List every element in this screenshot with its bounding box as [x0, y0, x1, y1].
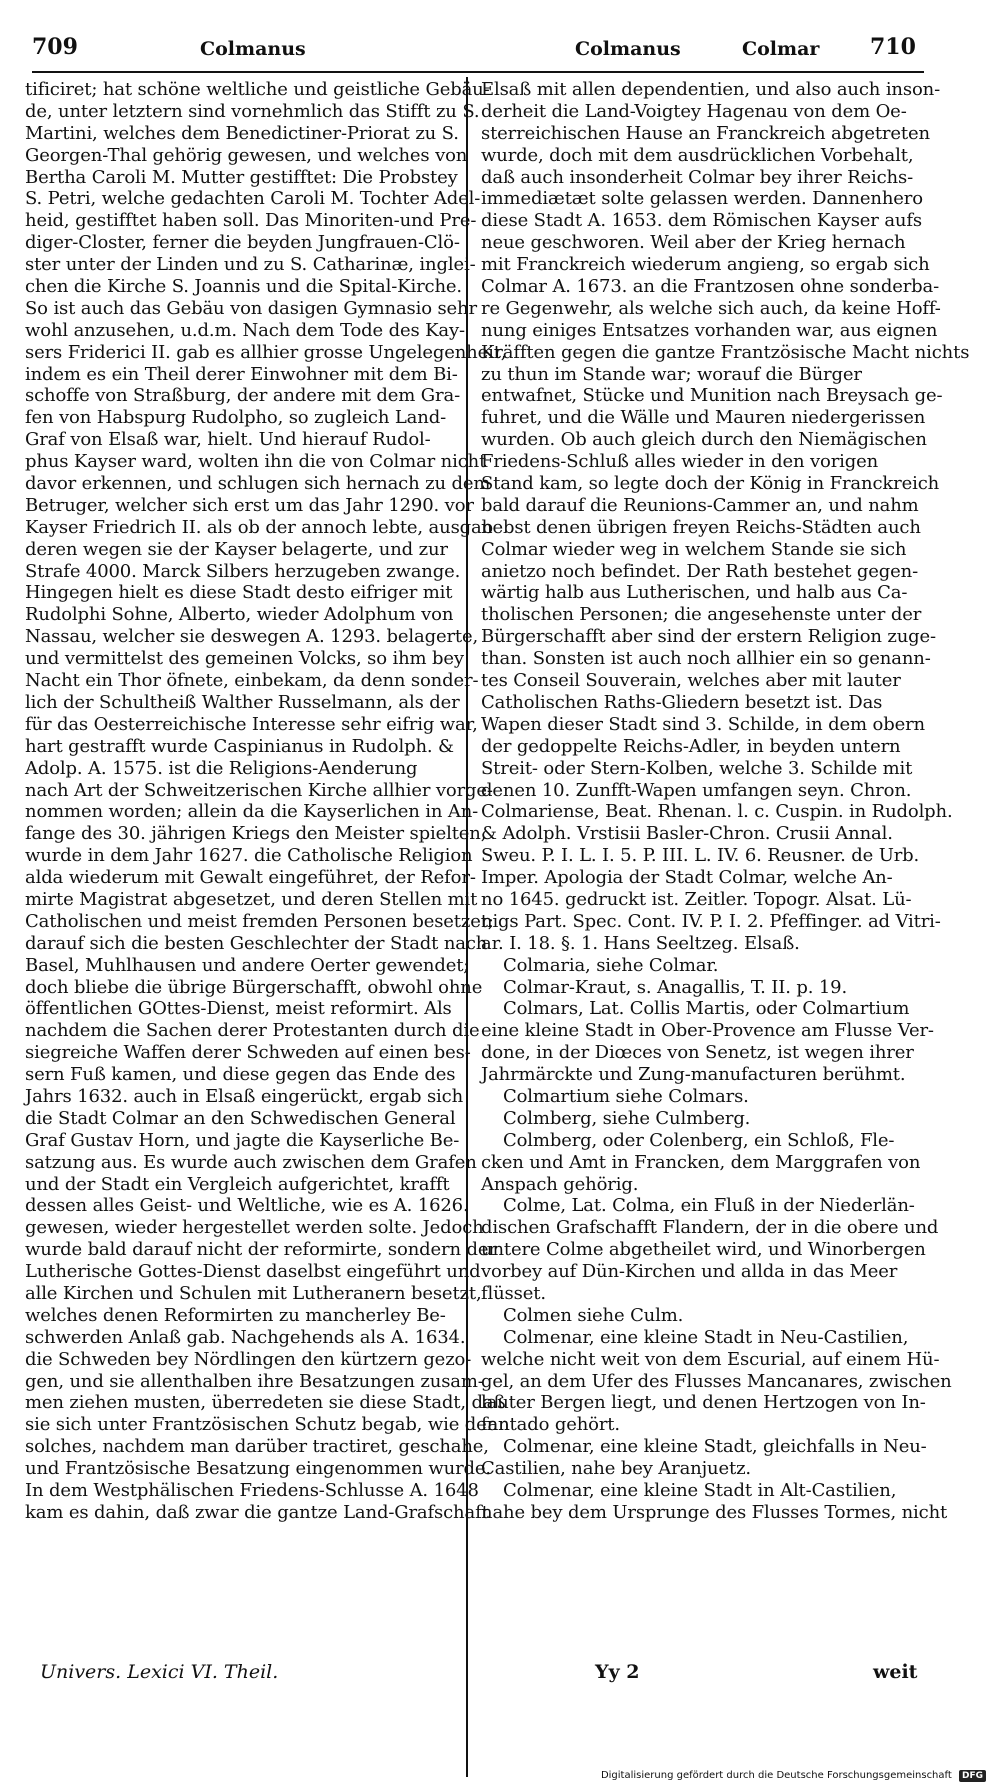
- text-line: anietzo noch befindet. Der Rath bestehet gegen-: [481, 560, 919, 582]
- footer-catchword: weit: [873, 1661, 918, 1683]
- text-line: dessen alles Geist- und Weltliche, wie es A. 1626.: [25, 1195, 469, 1217]
- text-line: dischen Grafschafft Flandern, der in die obere und: [481, 1217, 939, 1239]
- text-line: Stand kam, so legte doch der König in Franckreich: [481, 473, 940, 495]
- text-line: nach Art der Schweitzerischen Kirche allhier vorge-: [25, 779, 493, 801]
- lexicon-entry: [481, 1195, 939, 1304]
- text-line: daß auch insonderheit Colmar bey ihrer Reichs-: [481, 166, 914, 188]
- footer-volume: Univers. Lexici VI. Theil.: [40, 1661, 279, 1683]
- entry-headline: Colmberg, oder Colenberg, ein Schloß, Fle-: [503, 1129, 895, 1151]
- text-line: Colmar A. 1673. an die Frantzosen ohne sonderba-: [481, 276, 940, 298]
- text-line: und der Stadt ein Vergleich aufgerichtet, krafft: [25, 1173, 450, 1195]
- text-line: Castilien, nahe bey Aranjuetz.: [481, 1458, 751, 1480]
- left-column: [25, 79, 510, 1524]
- text-line: Basel, Muhlhausen und andere Oerter gewendet;: [25, 954, 470, 976]
- header-keyword-left: Colmanus: [200, 38, 306, 60]
- text-line: entwafnet, Stücke und Munition nach Breysach ge-: [481, 385, 943, 407]
- text-line: alda wiederum mit Gewalt eingeführet, der Refor-: [25, 867, 476, 889]
- text-line: bald darauf die Reunions-Cammer an, und nahm: [481, 494, 919, 516]
- text-line: solches, nachdem man darüber tractiret, geschahe,: [25, 1436, 489, 1458]
- text-line: Nassau, welcher sie deswegen A. 1293. belagerte,: [25, 626, 479, 648]
- lexicon-entry: [481, 1108, 918, 1130]
- header-keyword-mid: Colmanus: [575, 38, 681, 60]
- text-line: immediætæt solte gelassen werden. Dannenhero: [481, 188, 923, 210]
- text-line: Jahrs 1632. auch in Elsaß eingerückt, ergab sich: [25, 1085, 464, 1107]
- lexicon-entry: [481, 977, 918, 999]
- text-line: die Schweden bey Nördlingen den kürtzern gezo-: [25, 1348, 472, 1370]
- text-line: nahe bey dem Ursprunge des Flusses Tormes, nicht: [481, 1501, 948, 1523]
- entry-headline: Colmaria, siehe Colmar.: [503, 954, 719, 976]
- text-line: flüsset.: [481, 1282, 546, 1304]
- text-line: So ist auch das Gebäu von dasigen Gymnasio sehr: [25, 297, 477, 319]
- text-line: darauf sich die besten Geschlechter der Stadt nach: [25, 932, 488, 954]
- text-line: Georgen-Thal gehörig gewesen, und welches von: [25, 144, 468, 166]
- text-line: wohl anzusehen, u.d.m. Nach dem Tode des Kay-: [25, 319, 465, 341]
- lexicon-entry: [481, 1326, 952, 1436]
- text-line: than. Sonsten ist auch noch allhier ein so genann-: [481, 648, 931, 670]
- text-line: Lutherische Gottes-Dienst daselbst eingeführt und: [25, 1261, 481, 1283]
- text-line: vorbey auf Dün-Kirchen und allda in das Meer: [481, 1261, 898, 1283]
- text-line: untere Colme abgetheilet wird, und Winorbergen: [481, 1239, 926, 1261]
- text-line: satzung aus. Es wurde auch zwischen dem Grafen: [25, 1151, 477, 1173]
- text-line: sie sich unter Frantzösischen Schutz begab, wie denn: [25, 1414, 510, 1436]
- entry-headline: Colmenar, eine kleine Stadt, gleichfalls in Neu-: [503, 1436, 927, 1458]
- lexicon-entry: [481, 1480, 948, 1524]
- header-rule: [32, 71, 924, 73]
- text-line: men ziehen musten, überredeten sie diese Stadt, daß: [25, 1392, 506, 1414]
- text-line: kam es dahin, daß zwar die gantze Land-Grafschaft: [25, 1501, 489, 1523]
- text-line: lauter Bergen liegt, und denen Hertzogen von In-: [481, 1392, 926, 1414]
- text-line: wurde bald darauf nicht der reformirte, sondern der: [25, 1239, 497, 1261]
- text-line: fange des 30. jährigen Kriegs den Meister spielten,: [25, 823, 487, 845]
- header-keyword-right: Colmar: [742, 38, 820, 60]
- text-line: schoffe von Straßburg, der andere mit dem Gra-: [25, 385, 460, 407]
- text-line: der gedoppelte Reichs-Adler, in beyden untern: [481, 735, 901, 757]
- text-line: Martini, welches dem Benedictiner-Priorat zu S.: [25, 122, 459, 144]
- text-line: doch bliebe die übrige Bürgerschafft, obwohl ohne: [25, 976, 483, 998]
- text-line: wurde, doch mit dem ausdrücklichen Vorbehalt,: [481, 144, 914, 166]
- text-line: Streit- oder Stern-Kolben, welche 3. Schilde mit: [481, 757, 913, 779]
- page-number-right: 710: [870, 34, 916, 60]
- text-line: Colmariense, Beat. Rhenan. l. c. Cuspin. in Rudolph.: [481, 801, 953, 823]
- text-line: re Gegenwehr, als welche sich auch, da keine Hoff-: [481, 297, 941, 319]
- text-line: Hingegen hielt es diese Stadt desto eifriger mit: [25, 582, 453, 604]
- credit-text: Digitalisierung gefördert durch die Deutsche Forschungsgemeinschaft: [600, 1770, 952, 1781]
- text-line: eine kleine Stadt in Ober-Provence am Flusse Ver-: [481, 1020, 934, 1042]
- lexicon-entry: [481, 1436, 927, 1480]
- text-line: nebst denen übrigen freyen Reichs-Städten auch: [481, 516, 921, 538]
- text-line: Anspach gehörig.: [481, 1173, 639, 1195]
- dfg-logo: DFG: [959, 1770, 986, 1782]
- text-line: Catholischen Raths-Gliedern besetzt ist. Das: [481, 691, 883, 713]
- entry-headline: Colmars, Lat. Collis Martis, oder Colmartium: [503, 998, 910, 1020]
- text-line: Strafe 4000. Marck Silbers herzugeben zwange.: [25, 560, 461, 582]
- lexicon-entry: [481, 998, 934, 1086]
- text-line: de, unter letztern sind vornehmlich das Stifft zu S.: [25, 100, 480, 122]
- text-line: nung einiges Entsatzes vorhanden war, aus eignen: [481, 319, 938, 341]
- text-line: diese Stadt A. 1653. dem Römischen Kayser aufs: [481, 210, 922, 232]
- text-line: Adolp. A. 1575. ist die Religions-Aenderung: [25, 757, 418, 779]
- text-line: nommen worden; allein da die Kayserlichen in An-: [25, 801, 479, 823]
- page-number-left: 709: [32, 34, 78, 60]
- text-line: tes Conseil Souverain, welches aber mit lauter: [481, 670, 901, 692]
- text-line: fantado gehört.: [481, 1414, 620, 1436]
- text-line: mit Franckreich wiederum angieng, so ergab sich: [481, 254, 930, 276]
- text-line: welche nicht weit von dem Escurial, auf einem Hü-: [481, 1348, 940, 1370]
- text-line: hart gestrafft wurde Caspinianus in Rudolph. &: [25, 735, 454, 757]
- text-line: gewesen, wieder hergestellet werden solte. Jedoch: [25, 1217, 484, 1239]
- text-line: lich der Schultheiß Walther Russelmann, als der: [25, 691, 460, 713]
- entry-headline: Colmartium siehe Colmars.: [503, 1085, 749, 1107]
- text-line: ar. I. 18. §. 1. Hans Seeltzeg. Elsaß.: [481, 932, 800, 954]
- text-line: tificiret; hat schöne weltliche und geistliche Gebäu-: [25, 79, 490, 100]
- text-line: Colmar wieder weg in welchem Stande sie sich: [481, 538, 907, 560]
- text-line: chen die Kirche S. Joannis und die Spital-Kirche.: [25, 276, 462, 298]
- entry-headline: Colme, Lat. Colma, ein Fluß in der Niederlän-: [503, 1195, 915, 1217]
- text-line: nigs Part. Spec. Cont. IV. P. I. 2. Pfeffinger. ad Vitri-: [481, 910, 941, 932]
- text-line: Rudolphi Sohne, Alberto, wieder Adolphum von: [25, 604, 454, 626]
- text-line: & Adolph. Vrstisii Basler-Chron. Crusii Annal.: [481, 823, 893, 845]
- text-line: alle Kirchen und Schulen mit Lutheranern besetzt,: [25, 1282, 482, 1304]
- entry-headline: Colmenar, eine kleine Stadt in Neu-Castilien,: [503, 1326, 909, 1348]
- text-line: zu thun im Stande war; worauf die Bürger: [481, 363, 862, 385]
- text-line: deren wegen sie der Kayser belagerte, und zur: [25, 538, 448, 560]
- text-line: sterreichischen Hause an Franckreich abgetreten: [481, 122, 930, 144]
- text-line: indem es ein Theil derer Einwohner mit dem Bi-: [25, 363, 458, 385]
- text-line: Bürgerschafft aber sind der erstern Religion zuge-: [481, 626, 936, 648]
- text-line: heid, gestifftet haben soll. Das Minoriten-und Pre-: [25, 210, 477, 232]
- page-header: [22, 26, 922, 78]
- text-line: Graf von Elsaß war, hielt. Und hierauf Rudol-: [25, 429, 431, 451]
- text-line: Catholischen und meist fremden Personen besetzet;: [25, 910, 494, 932]
- text-line: fen von Habspurg Rudolpho, so zugleich Land-: [25, 407, 446, 429]
- right-column: [481, 79, 970, 1524]
- text-line: wurden. Ob auch gleich durch den Niemägischen: [481, 429, 927, 451]
- text-line: Wapen dieser Stadt sind 3. Schilde, in dem obern: [481, 713, 925, 735]
- text-line: fuhret, und die Wälle und Mauren niedergerissen: [481, 407, 926, 429]
- text-line: wärtig halb aus Lutherischen, und halb aus Ca-: [481, 582, 908, 604]
- text-line: Elsaß mit allen dependentien, und also auch inson-: [481, 79, 941, 100]
- text-line: öffentlichen GOttes-Dienst, meist reformirt. Als: [25, 998, 452, 1020]
- text-line: neue geschworen. Weil aber der Krieg hernach: [481, 232, 906, 254]
- text-line: siegreiche Waffen derer Schweden auf einen bes-: [25, 1042, 471, 1064]
- text-line: wurde in dem Jahr 1627. die Catholische Religion: [25, 845, 473, 867]
- text-line: phus Kayser ward, wolten ihn die von Colmar nicht: [25, 451, 487, 473]
- text-line: Jahrmärckte und Zung-manufacturen berühmt.: [481, 1064, 906, 1086]
- text-line: Sweu. P. I. L. I. 5. P. III. L. IV. 6. Reusner. de Urb.: [481, 845, 920, 867]
- digitization-credit: [601, 1770, 986, 1782]
- text-line: Bertha Caroli M. Mutter gestifftet: Die Probstey: [25, 166, 458, 188]
- entry-headline: Colmen siehe Culm.: [503, 1304, 684, 1326]
- text-line: für das Oesterreichische Interesse sehr eifrig war,: [25, 713, 478, 735]
- text-line: In dem Westphälischen Friedens-Schlusse A. 1648: [25, 1480, 479, 1501]
- text-line: done, in der Diœces von Senetz, ist wegen ihrer: [481, 1042, 914, 1064]
- text-line: davor erkennen, und schlugen sich hernach zu dem: [25, 473, 491, 495]
- text-line: gen, und sie allenthalben ihre Besatzungen zusam-: [25, 1370, 484, 1392]
- text-line: Kayser Friedrich II. als ob der annoch lebte, ausgab: [25, 516, 493, 538]
- text-line: cken und Amt in Francken, dem Marggrafen von: [481, 1151, 921, 1173]
- text-line: tholischen Personen; die angesehenste unter der: [481, 604, 922, 626]
- lexicon-entry: [481, 1129, 921, 1196]
- entry-headline: Colmberg, siehe Culmberg.: [503, 1107, 751, 1129]
- text-line: Nacht ein Thor öfnete, einbekam, da denn sonder-: [25, 670, 479, 692]
- text-line: nachdem die Sachen derer Protestanten durch die: [25, 1020, 480, 1042]
- text-line: sers Friderici II. gab es allhier grosse Ungelegenheit,: [25, 341, 507, 363]
- text-line: denen 10. Zunfft-Wapen umfangen seyn. Chron.: [481, 779, 912, 801]
- text-line: S. Petri, welche gedachten Caroli M. Tochter Adel-: [25, 188, 481, 210]
- lexicon-entry: [481, 1086, 918, 1108]
- text-line: Kräfften gegen die gantze Frantzösische Macht nichts: [481, 341, 970, 363]
- entry-headline: Colmenar, eine kleine Stadt in Alt-Castilien,: [503, 1480, 897, 1501]
- text-line: und vermittelst des gemeinen Volcks, so ihm bey: [25, 648, 464, 670]
- text-line: Friedens-Schluß alles wieder in den vorigen: [481, 451, 879, 473]
- lexicon-entry: [481, 955, 918, 977]
- text-line: und Frantzösische Besatzung eingenommen wurde.: [25, 1458, 491, 1480]
- lexicon-entry: [481, 1305, 918, 1327]
- text-line: die Stadt Colmar an den Schwedischen General: [25, 1107, 456, 1129]
- text-line: welches denen Reformirten zu mancherley Be-: [25, 1304, 446, 1326]
- text-line: sern Fuß kamen, und diese gegen das Ende des: [25, 1064, 456, 1086]
- text-line: gel, an dem Ufer des Flusses Mancanares, zwischen: [481, 1370, 952, 1392]
- text-line: Graf Gustav Horn, und jagte die Kayserliche Be-: [25, 1129, 460, 1151]
- text-line: mirte Magistrat abgesetzet, und deren Stellen mit: [25, 888, 478, 910]
- text-line: derheit die Land-Voigtey Hagenau von dem Oe-: [481, 100, 907, 122]
- entry-headline: Colmar-Kraut, s. Anagallis, T. II. p. 19.: [503, 976, 848, 998]
- text-line: Imper. Apologia der Stadt Colmar, welche An-: [481, 867, 893, 889]
- footer-signature: Yy 2: [595, 1661, 640, 1683]
- text-line: diger-Closter, ferner die beyden Jungfrauen-Clö-: [25, 232, 460, 254]
- text-line: ster unter der Linden und zu S. Catharinæ, inglei-: [25, 254, 476, 276]
- text-line: no 1645. gedruckt ist. Zeitler. Topogr. Alsat. Lü-: [481, 888, 912, 910]
- text-line: Betruger, welcher sich erst um das Jahr 1290. vor: [25, 494, 474, 516]
- text-line: schwerden Anlaß gab. Nachgehends als A. 1634.: [25, 1326, 466, 1348]
